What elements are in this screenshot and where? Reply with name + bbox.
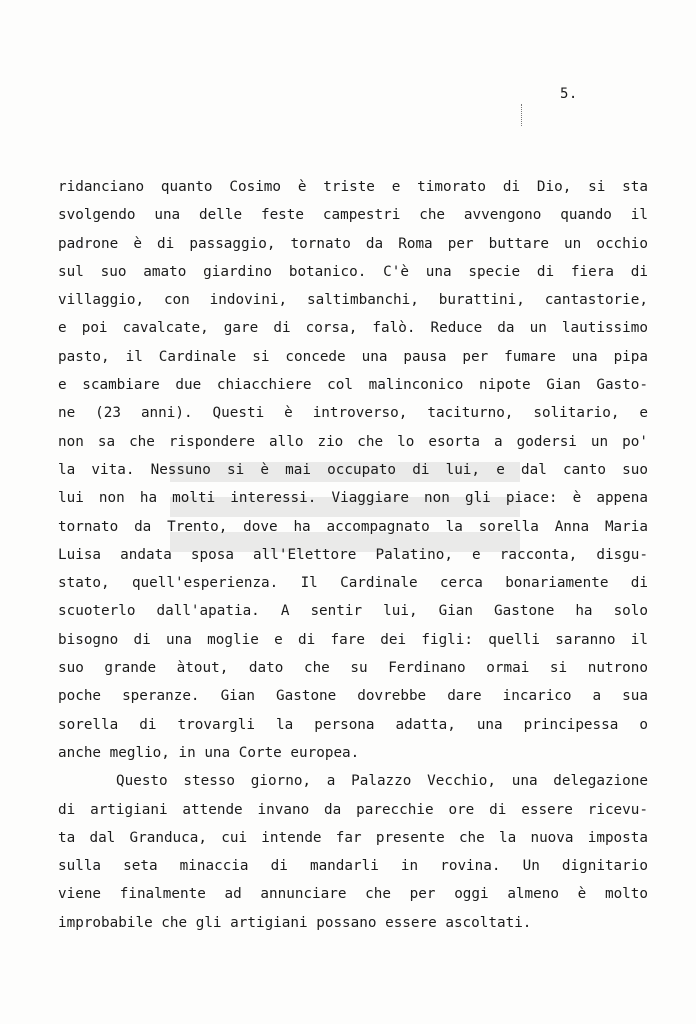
text-line: improbabile che gli artigiani possano essere ascoltati.: [58, 914, 532, 931]
text-line: non sa che rispondere allo zio che lo esorta a godersi un po': [58, 433, 648, 450]
text-line: villaggio, con indovini, saltimbanchi, burattini, cantastorie,: [58, 292, 648, 309]
paragraph-2: [58, 767, 648, 937]
text-line: sul suo amato giardino botanico. C'è una specie di fiera di: [58, 263, 648, 280]
text-line: e scambiare due chiacchiere col malinconico nipote Gian Gasto-: [58, 377, 648, 394]
text-line: sulla seta minaccia di mandarli in rovina. Un dignitario: [58, 858, 648, 875]
text-line: ridanciano quanto Cosimo è triste e timorato di Dio, si sta: [58, 179, 648, 195]
text-line: tornato da Trento, dove ha accompagnato la sorella Anna Maria: [58, 518, 648, 535]
text-line: lui non ha molti interessi. Viaggiare non gli piace: è appena: [58, 490, 648, 507]
paragraph-1: [58, 173, 648, 767]
text-line: stato, quell'esperienza. Il Cardinale cerca bonariamente di: [58, 575, 648, 592]
text-line: suo grande àtout, dato che su Ferdinano ormai si nutrono: [58, 660, 648, 677]
text-line: anche meglio, in una Corte europea.: [58, 744, 360, 761]
text-line: e poi cavalcate, gare di corsa, falò. Reduce da un lautissimo: [58, 320, 648, 337]
text-line: bisogno di una moglie e di fare dei figli: quelli saranno il: [58, 631, 648, 648]
text-line: svolgendo una delle feste campestri che avvengono quando il: [58, 207, 648, 224]
text-line: sorella di trovargli la persona adatta, una principessa o: [58, 716, 648, 733]
margin-mark: [521, 104, 523, 126]
text-line: poche speranze. Gian Gastone dovrebbe dare incarico a sua: [58, 688, 648, 705]
text-line: di artigiani attende invano da parecchie ore di essere ricevu-: [58, 801, 648, 818]
text-line: ta dal Granduca, cui intende far presente che la nuova imposta: [58, 829, 648, 846]
text-line: Luisa andata sposa all'Elettore Palatino, e racconta, disgu-: [58, 546, 648, 563]
text-line: la vita. Nessuno si è mai occupato di lui, e dal canto suo: [58, 461, 648, 478]
body-text: [58, 173, 648, 937]
text-line: viene finalmente ad annunciare che per oggi almeno è molto: [58, 886, 648, 903]
text-line: scuoterlo dall'apatia. A sentir lui, Gian Gastone ha solo: [58, 603, 648, 620]
text-line: Questo stesso giorno, a Palazzo Vecchio, una delegazione: [116, 773, 648, 790]
text-line: padrone è di passaggio, tornato da Roma per buttare un occhio: [58, 235, 648, 252]
text-line: ne (23 anni). Questi è introverso, taciturno, solitario, e: [58, 405, 648, 422]
page-number: 5.: [560, 86, 578, 102]
text-line: pasto, il Cardinale si concede una pausa per fumare una pipa: [58, 348, 648, 365]
